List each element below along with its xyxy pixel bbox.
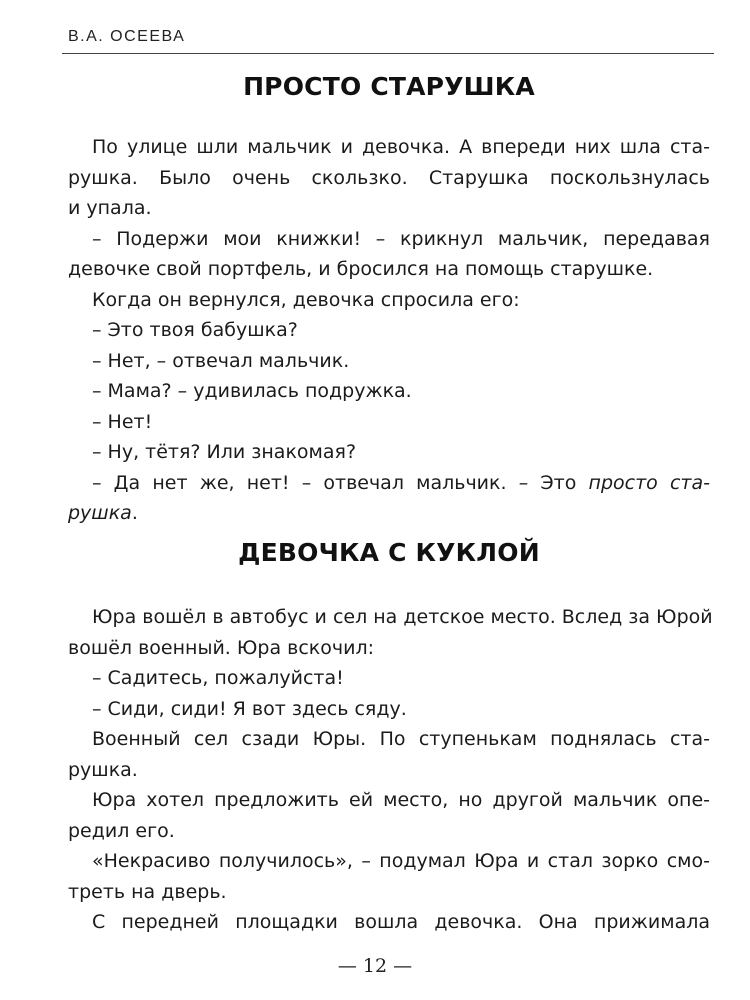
text-line: – Садитесь, пожалуйста! bbox=[92, 667, 344, 689]
text-line: С передней площадки вошла девочка. Она прижимала bbox=[92, 911, 710, 933]
story-text-prosto-starushka bbox=[68, 132, 710, 529]
text-line: – Нет, – отвечал мальчик. bbox=[92, 349, 350, 372]
text-line: рушка. Было очень скользко. Старушка поскользнулась bbox=[68, 166, 710, 189]
page-number: — 12 — bbox=[337, 955, 413, 977]
italic-text-span: рушка bbox=[68, 502, 132, 524]
text-line: Военный сел сзади Юры. По ступенькам поднялась ста- bbox=[92, 728, 710, 750]
italic-text-span: просто ста- bbox=[588, 471, 710, 494]
text-line: – Сиди, сиди! Я вот здесь сяду. bbox=[92, 697, 407, 720]
text-line: «Некрасиво получилось», – подумал Юра и стал зорко смо- bbox=[92, 850, 710, 872]
text-line: редил его. bbox=[68, 819, 175, 842]
text-line-with-italic bbox=[68, 468, 710, 499]
text-line: вошёл военный. Юра вскочил: bbox=[68, 636, 374, 659]
text-line: треть на дверь. bbox=[68, 880, 227, 903]
text-line: Юра хотел предложить ей место, но другой мальчик опе- bbox=[92, 789, 710, 811]
story-title-prosto-starushka: ПРОСТО СТАРУШКА bbox=[243, 72, 535, 101]
text-line: – Мама? – удивилась подружка. bbox=[92, 380, 412, 402]
text-line: – Ну, тётя? Или знакомая? bbox=[92, 441, 357, 463]
text-line: Юра вошёл в автобус и сел на детское место. Вслед за Юрой bbox=[92, 606, 713, 628]
text-line: – Подержи мои книжки! – крикнул мальчик, передавая bbox=[92, 227, 710, 250]
text-span: – Да нет же, нет! – отвечал мальчик. – Это bbox=[92, 471, 589, 494]
text-line: Когда он вернулся, девочка спросила его: bbox=[92, 288, 520, 311]
text-span: . bbox=[131, 502, 138, 524]
text-line: девочке свой портфель, и бросился на помощь старушке. bbox=[68, 258, 654, 280]
running-header-author: В.А. ОСЕЕВА bbox=[68, 28, 186, 45]
text-line: – Нет! bbox=[92, 410, 153, 433]
text-line: – Это твоя бабушка? bbox=[92, 319, 298, 341]
header-rule bbox=[62, 53, 714, 54]
text-line: рушка. bbox=[68, 758, 138, 781]
text-line: По улице шли мальчик и девочка. А впереди них шла ста- bbox=[92, 136, 710, 158]
text-line-with-italic bbox=[68, 498, 710, 529]
story-text-devochka-s-kukloy bbox=[68, 602, 713, 938]
story-title-devochka-s-kukloy: ДЕВОЧКА С КУКЛОЙ bbox=[238, 538, 540, 567]
text-line: и упала. bbox=[68, 197, 152, 219]
